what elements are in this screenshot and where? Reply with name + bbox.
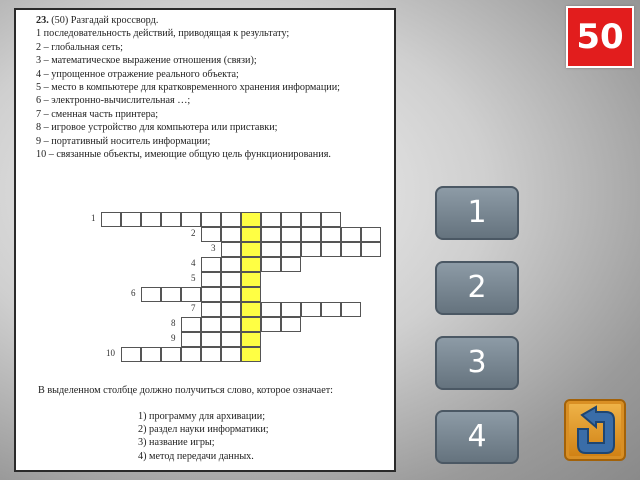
crossword-cell: [261, 227, 281, 242]
clue-6: 6 – электронно-вычислительная …;: [36, 95, 191, 107]
highlight-question: В выделенном столбце должно получиться слово, которое означает:: [38, 385, 334, 396]
clue-5: 5 – место в компьютере для кратковременного хранения информации;: [36, 82, 341, 94]
clue-9: 9 – портативный носитель информации;: [36, 135, 211, 147]
crossword-cell-highlighted: [241, 212, 261, 227]
crossword-cell: [201, 317, 221, 332]
option-2: 2) раздел науки информатики;: [138, 424, 269, 436]
crossword-cell: [301, 227, 321, 242]
crossword-cell: [221, 212, 241, 227]
crossword-cell-highlighted: [241, 302, 261, 317]
answer-button-4[interactable]: 4: [435, 410, 519, 464]
crossword-number: 7: [191, 303, 196, 313]
crossword-cell: [221, 257, 241, 272]
crossword-cell: [321, 302, 341, 317]
crossword-number: 6: [131, 288, 136, 298]
crossword-cell: [261, 257, 281, 272]
crossword-number: 5: [191, 273, 196, 283]
crossword-cell: [221, 317, 241, 332]
option-4: 4) метод передачи данных.: [138, 450, 254, 462]
crossword-cell: [181, 287, 201, 302]
crossword-cell: [201, 227, 221, 242]
crossword-cell: [201, 332, 221, 347]
crossword-number: 10: [106, 348, 115, 358]
clue-3: 3 – математическое выражение отношения (связи);: [36, 55, 257, 67]
crossword-cell: [301, 242, 321, 257]
crossword-cell: [181, 212, 201, 227]
crossword-cell: [281, 242, 301, 257]
crossword-cell-highlighted: [241, 257, 261, 272]
crossword-cell: [341, 302, 361, 317]
crossword-number: 8: [171, 318, 176, 328]
crossword-number: 4: [191, 258, 196, 268]
crossword-cell: [201, 347, 221, 362]
crossword-cell: [261, 317, 281, 332]
crossword-cell: [301, 302, 321, 317]
crossword-cell: [201, 287, 221, 302]
crossword-cell: [221, 302, 241, 317]
crossword-cell: [141, 347, 161, 362]
crossword-cell: [141, 287, 161, 302]
crossword-cell: [181, 347, 201, 362]
answer-button-2[interactable]: 2: [435, 261, 519, 315]
crossword-cell: [201, 257, 221, 272]
crossword-cell: [261, 212, 281, 227]
crossword-cell: [201, 272, 221, 287]
score-badge: 50: [566, 6, 634, 68]
crossword-cell: [121, 347, 141, 362]
crossword-cell: [101, 212, 121, 227]
answer-button-3[interactable]: 3: [435, 336, 519, 390]
crossword-cell-highlighted: [241, 347, 261, 362]
crossword-cell: [301, 212, 321, 227]
crossword-cell: [181, 317, 201, 332]
clue-7: 7 – сменная часть принтера;: [36, 108, 159, 120]
crossword-cell: [361, 227, 381, 242]
crossword-cell: [281, 257, 301, 272]
crossword-cell-highlighted: [241, 332, 261, 347]
crossword-cell: [221, 227, 241, 242]
crossword-cell: [321, 212, 341, 227]
crossword-cell: [261, 302, 281, 317]
crossword-cell: [341, 227, 361, 242]
clue-8: 8 – игровое устройство для компьютера или приставки;: [36, 122, 278, 134]
clue-4: 4 – упрощенное отражение реального объекта;: [36, 68, 239, 80]
crossword-cell-highlighted: [241, 227, 261, 242]
crossword-cell: [261, 242, 281, 257]
crossword-cell: [221, 287, 241, 302]
crossword-cell: [221, 242, 241, 257]
crossword-cell: [161, 347, 181, 362]
crossword-cell: [281, 302, 301, 317]
crossword-number: 3: [211, 243, 216, 253]
crossword-cell: [281, 317, 301, 332]
crossword-cell: [121, 212, 141, 227]
crossword-cell: [281, 227, 301, 242]
crossword-cell-highlighted: [241, 287, 261, 302]
crossword-cell: [181, 332, 201, 347]
answer-options-list: [138, 410, 269, 463]
crossword-number: 9: [171, 333, 176, 343]
clue-10: 10 – связанные объекты, имеющие общую цель функционирования.: [36, 149, 331, 161]
crossword-cell: [361, 242, 381, 257]
crossword-cell: [321, 227, 341, 242]
answer-button-1[interactable]: 1: [435, 186, 519, 240]
home-button[interactable]: [564, 399, 626, 461]
question-header: 23. (50) Разгадай кроссворд.: [36, 15, 159, 26]
crossword-cell: [221, 332, 241, 347]
crossword-cell: [201, 302, 221, 317]
crossword-cell: [221, 347, 241, 362]
crossword-cell-highlighted: [241, 317, 261, 332]
crossword-cell: [341, 242, 361, 257]
crossword-cell: [321, 242, 341, 257]
crossword-cell: [141, 212, 161, 227]
option-1: 1) программу для архивации;: [138, 411, 266, 422]
crossword-cell-highlighted: [241, 242, 261, 257]
crossword-cell: [201, 212, 221, 227]
question-text: [36, 14, 392, 161]
crossword-cell: [281, 212, 301, 227]
clue-2: 2 – глобальная сеть;: [36, 41, 123, 53]
crossword-cell: [221, 272, 241, 287]
crossword-cell: [161, 212, 181, 227]
clue-1: 1 последовательность действий, приводящая к результату;: [36, 28, 290, 40]
option-3: 3) название игры;: [138, 437, 215, 449]
crossword-cell: [161, 287, 181, 302]
task-sheet: [14, 8, 396, 472]
crossword-number: 2: [191, 228, 196, 238]
u-turn-arrow-icon: [566, 401, 624, 459]
crossword-number: 1: [91, 213, 96, 223]
crossword-cell-highlighted: [241, 272, 261, 287]
